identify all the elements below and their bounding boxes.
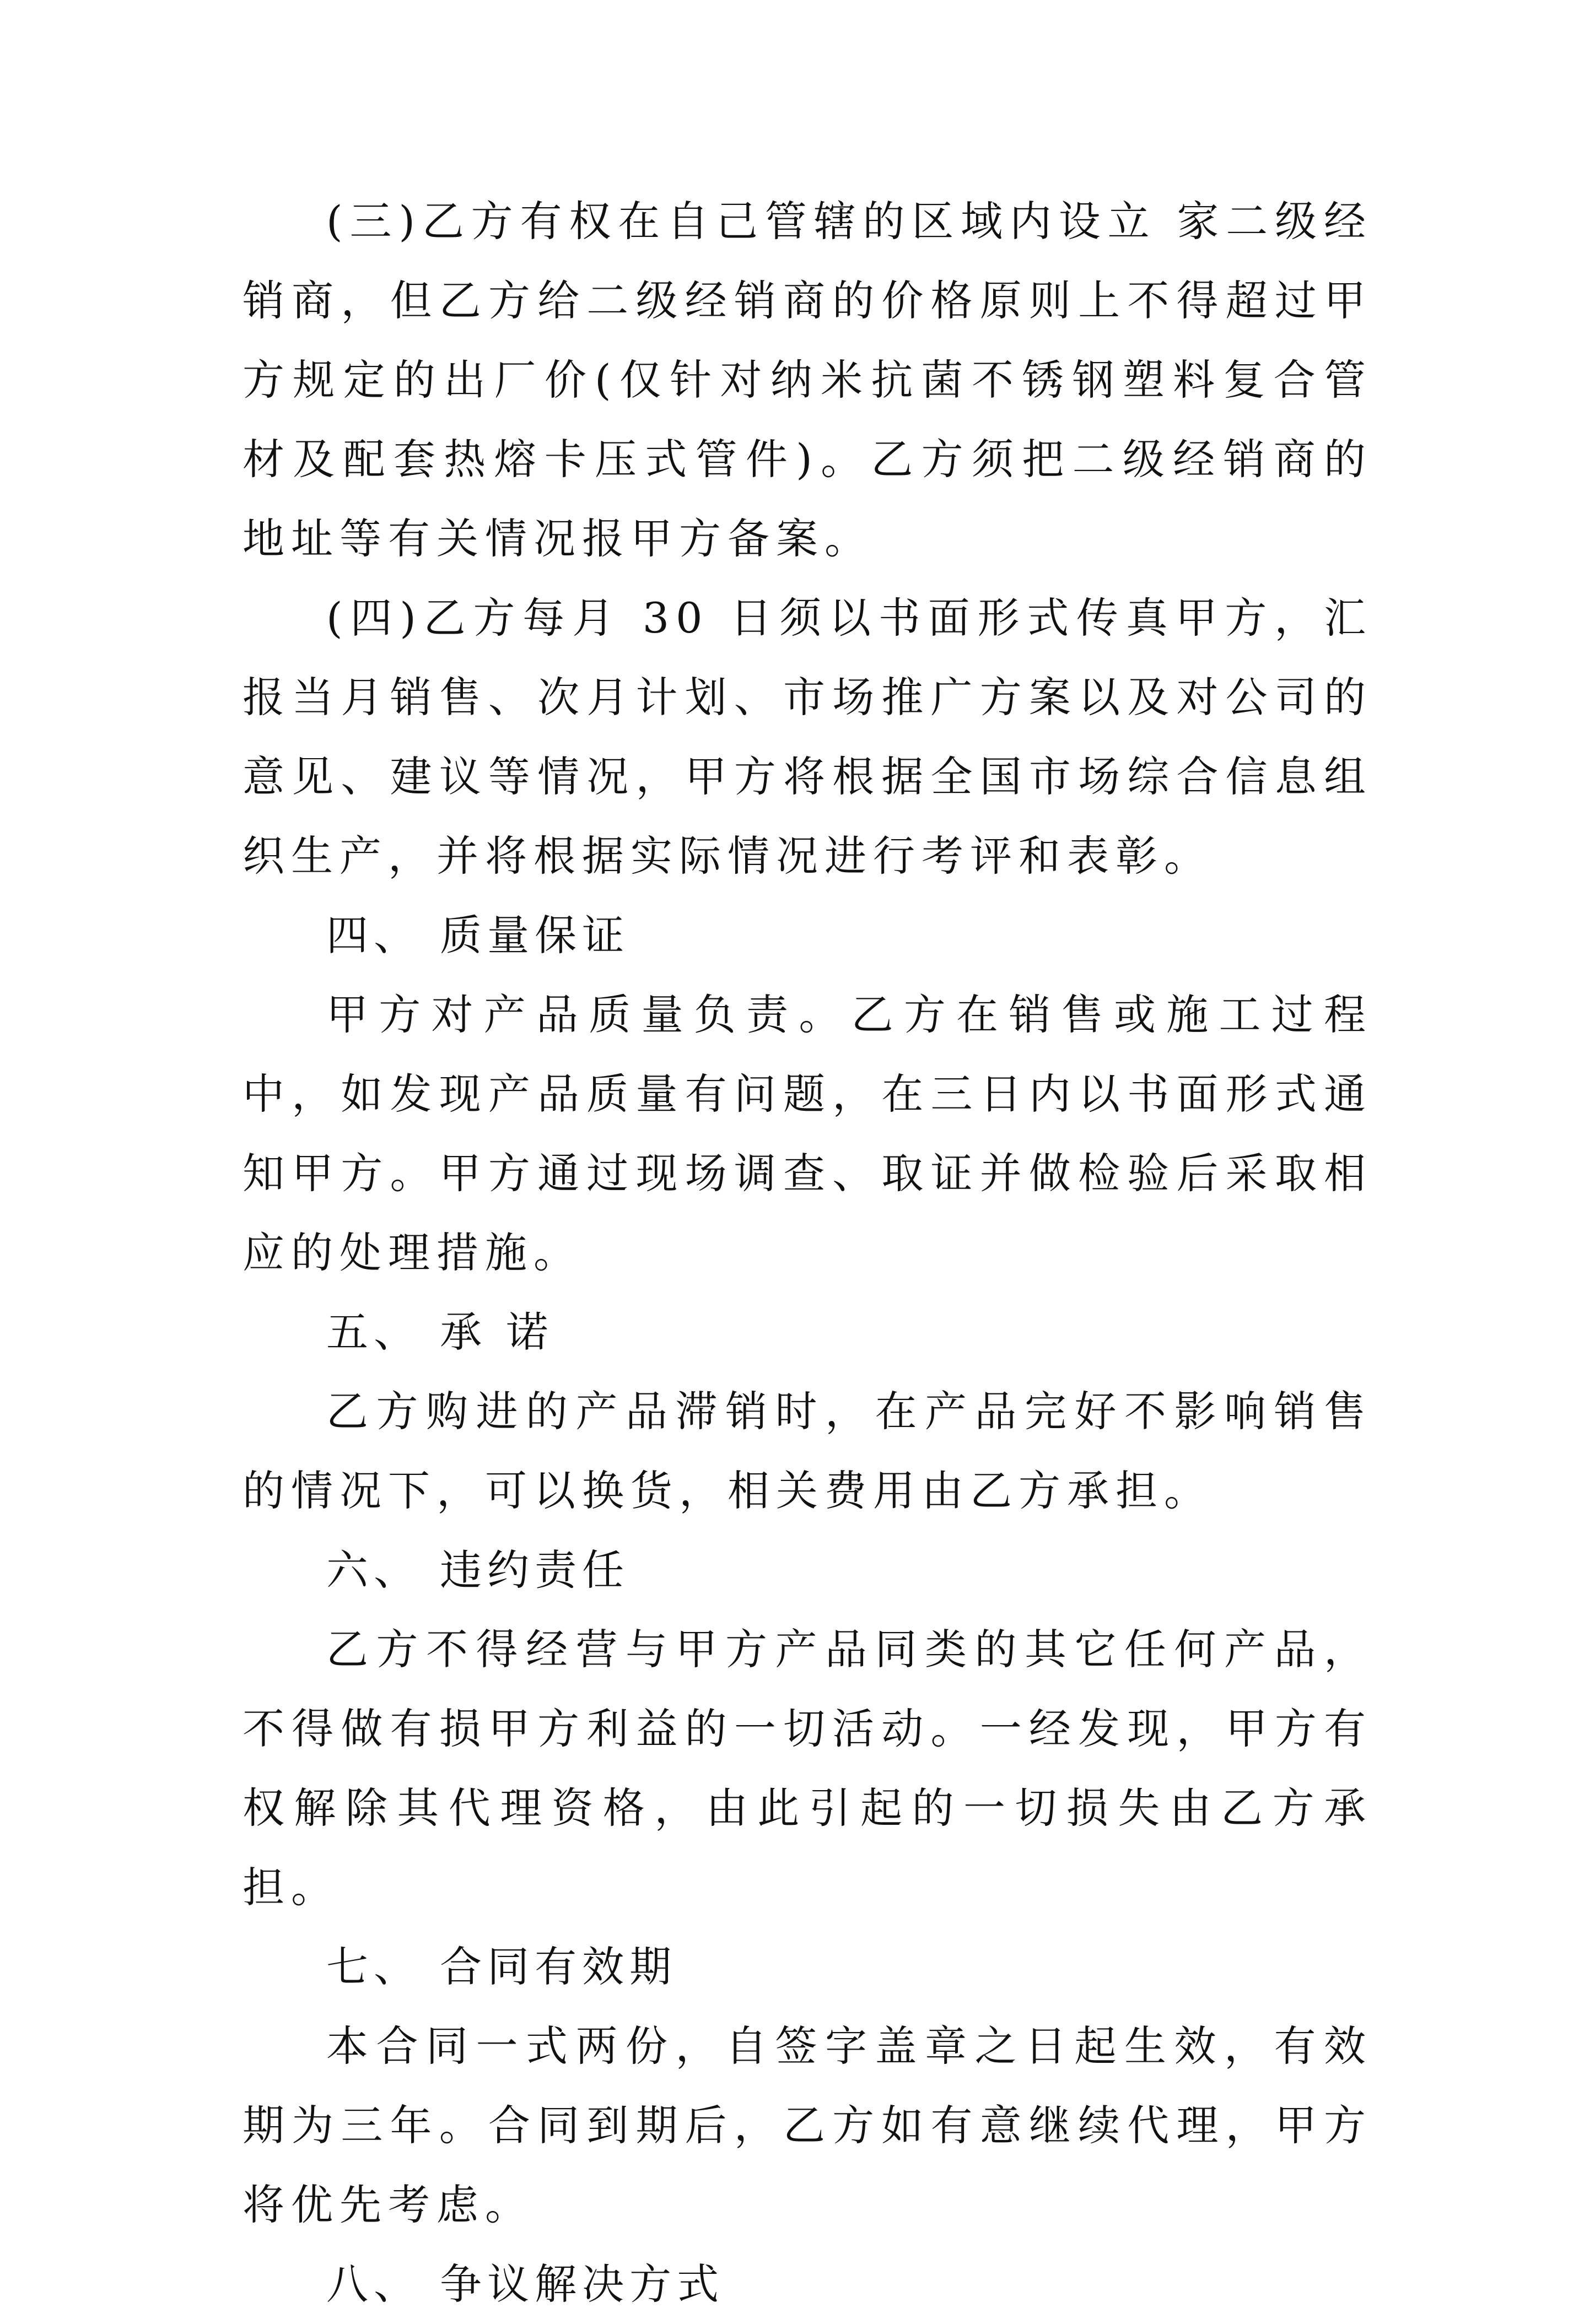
commitment-paragraph: 乙方购进的产品滞销时，在产品完好不影响销售的情况下，可以换货，相关费用由乙方承担。 xyxy=(243,1387,1372,1515)
clause-3-paragraph: (三)乙方有权在自己管辖的区域内设立 家二级经销商，但乙方给二级经销商的价格原则上不得超过甲方规定的出厂价(仅针对纳米抗菌不锈钢塑料复合管材及配套热熔卡压式管件)。乙方须把二级经销商的地址等有关情况报甲方备案。 xyxy=(243,197,1372,563)
section-heading-validity: 七、 合同有效期 xyxy=(326,1942,677,1991)
section-heading-breach: 六、 违约责任 xyxy=(326,1545,630,1595)
section-heading-quality: 四、 质量保证 xyxy=(326,911,630,960)
section-heading-dispute: 八、 争议解决方式 xyxy=(326,2260,725,2309)
quality-paragraph: 甲方对产品质量负责。乙方在销售或施工过程中，如发现产品质量有问题，在三日内以书面形式通知甲方。甲方通过现场调查、取证并做检验后采取相应的处理措施。 xyxy=(243,990,1372,1277)
section-heading-commitment: 五、 承 诺 xyxy=(326,1307,554,1356)
validity-paragraph: 本合同一式两份，自签字盖章之日起生效，有效期为三年。合同到期后，乙方如有意继续代理，甲方将优先考虑。 xyxy=(243,2022,1372,2229)
breach-paragraph: 乙方不得经营与甲方产品同类的其它任何产品，不得做有损甲方利益的一切活动。一经发现，甲方有权解除其代理资格，由此引起的一切损失由乙方承担。 xyxy=(243,1625,1372,1912)
document-body xyxy=(243,182,1372,2324)
clause-4-paragraph: (四)乙方每月 30 日须以书面形式传真甲方，汇报当月销售、次月计划、市场推广方案以及对公司的意见、建议等情况，甲方将根据全国市场综合信息组织生产，并将根据实际情况进行考评和表彰。 xyxy=(243,593,1372,880)
